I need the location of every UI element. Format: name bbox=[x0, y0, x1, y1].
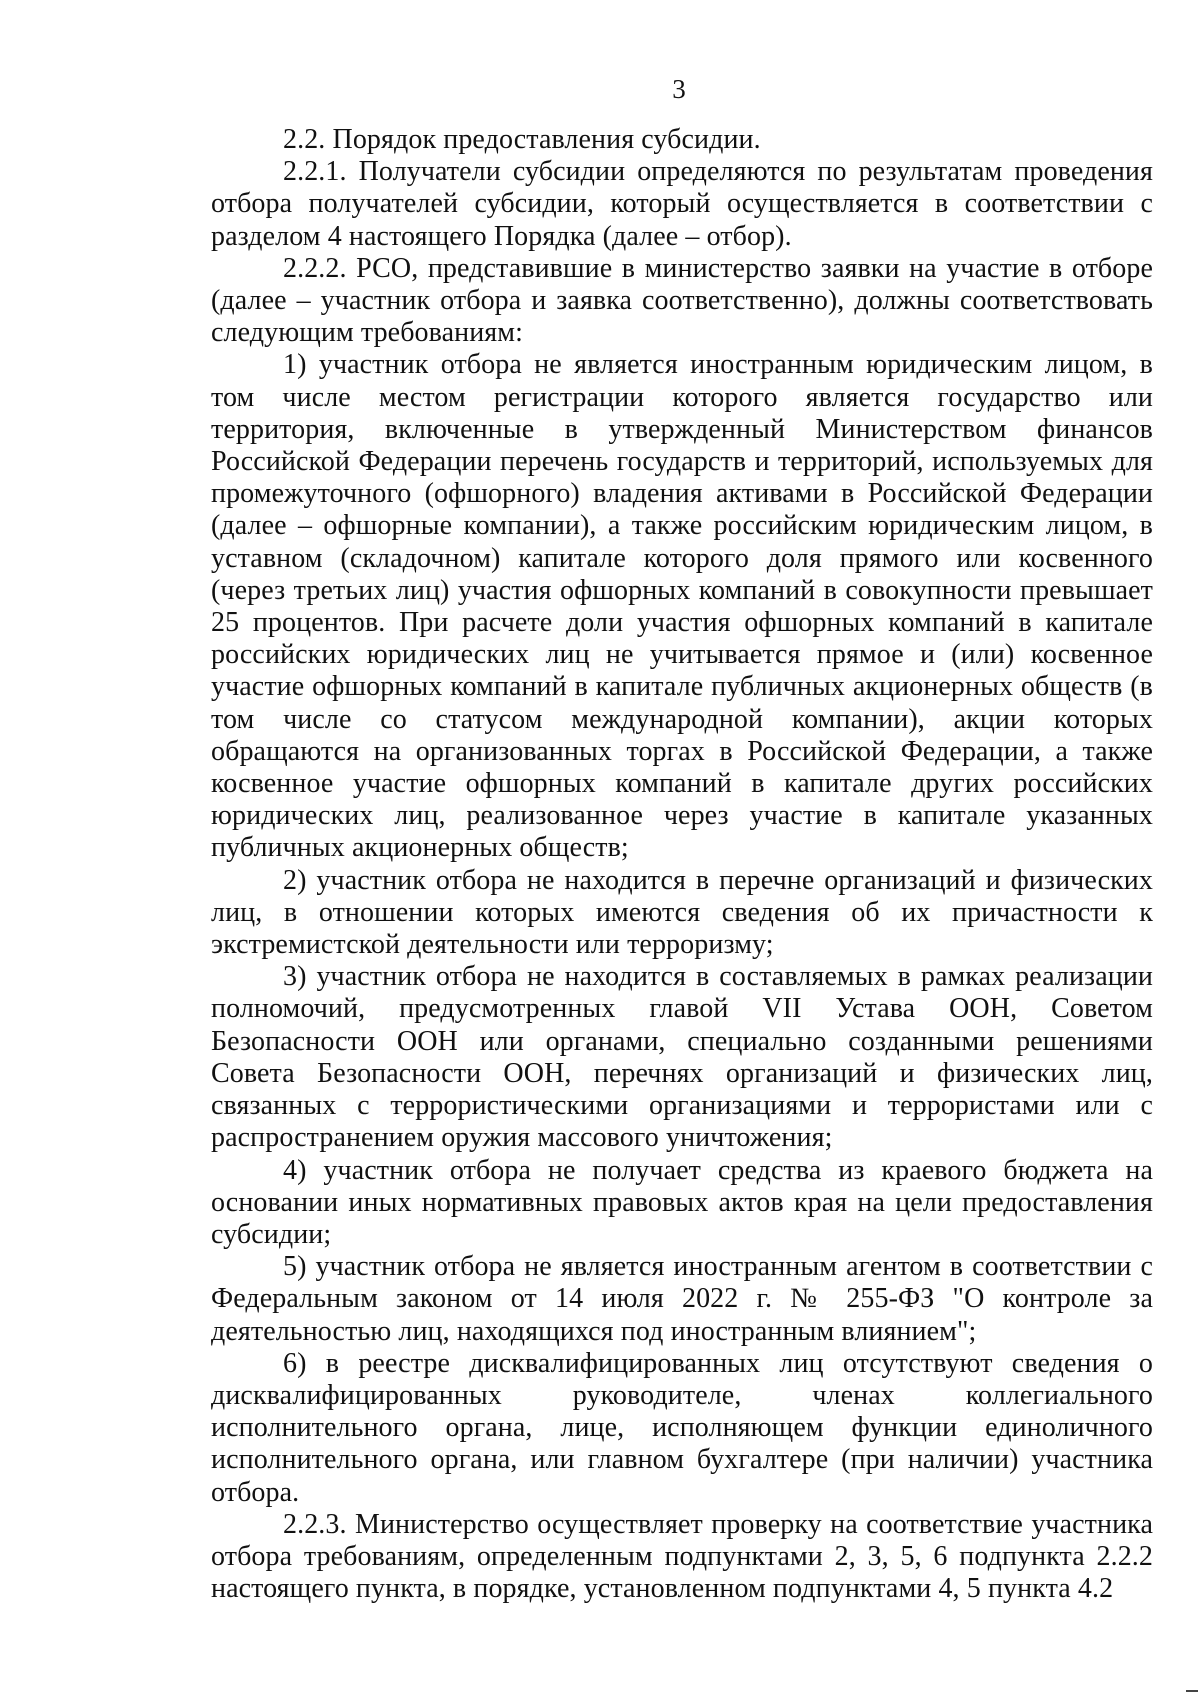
requirement-item-4: 4) участник отбора не получает средства из краевого бюджета на основании иных нормативных правовых актов края на цели предоставления субсидии; bbox=[211, 1154, 1153, 1250]
page-number: 3 bbox=[672, 74, 686, 104]
requirement-item-5: 5) участник отбора не является иностранным агентом в соответствии с Федеральным законом от 14 июля 2022 г. № 255-ФЗ "О контроле за деятельностью лиц, находящихся под иностранным влиянием"; bbox=[211, 1251, 1153, 1347]
requirement-item-1: 1) участник отбора не является иностранным юридическим лицом, в том числе местом регистрации которого является государство или территория, включенные в утвержденный Министерством финансов Российской Федерации перечень государств и территорий, используемых для промежуточного (офшорного) владения активами в Российской Федерации (далее – офшорные компании), а также российским юридическим лицом, в уставном (складочном) капитале которого доля прямого или косвенного (через третьих лиц) участия офшорных компаний в совокупности превышает 25 процентов. При расчете доли участия офшорных компаний в капитале российских юридических лиц не учитывается прямое и (или) косвенное участие офшорных компаний в капитале публичных акционерных обществ (в том числе со статусом международной компании), акции которых обращаются на организованных торгах в Российской Федерации, а также косвенное участие офшорных компаний в капитале других российских юридических лиц, реализованное через участие в капитале указанных публичных акционерных обществ; bbox=[211, 349, 1153, 864]
scan-edge-mark bbox=[1186, 1690, 1198, 1692]
paragraph-2-2-2: 2.2.2. РСО, представившие в министерство заявки на участие в отборе (далее – участник отбора и заявка соответственно), должны соответствовать следующим требованиям: bbox=[211, 252, 1153, 349]
requirement-item-3: 3) участник отбора не находится в составляемых в рамках реализации полномочий, предусмотренных главой VII Устава ООН, Советом Безопасности ООН или органами, специально созданными решениями Совета Безопасности ООН, перечнях организаций и физических лиц, связанных с террористическими организациями и террористами или с распространением оружия массового уничтожения; bbox=[211, 961, 1153, 1154]
requirement-item-2: 2) участник отбора не находится в перечне организаций и физических лиц, в отношении которых имеются сведения об их причастности к экстремистской деятельности или терроризму; bbox=[211, 864, 1153, 961]
paragraph-2-2-3: 2.2.3. Министерство осуществляет проверку на соответствие участника отбора требованиям, определенным подпунктами 2, 3, 5, 6 подпункта 2.2.2 настоящего пункта, в порядке, установленном подпунктами 4, 5 пункта 4.2 bbox=[211, 1508, 1153, 1605]
section-heading-2-2: 2.2. Порядок предоставления субсидии. bbox=[283, 124, 761, 155]
document-body bbox=[211, 124, 1153, 1605]
paragraph-2-2-1: 2.2.1. Получатели субсидии определяются по результатам проведения отбора получателей субсидии, который осуществляется в соответствии с разделом 4 настоящего Порядка (далее – отбор). bbox=[211, 156, 1153, 252]
requirement-item-6: 6) в реестре дисквалифицированных лиц отсутствуют сведения о дисквалифицированных руководителе, членах коллегиального исполнительного органа, лице, исполняющем функции единоличного исполнительного органа, или главном бухгалтере (при наличии) участника отбора. bbox=[211, 1347, 1153, 1508]
